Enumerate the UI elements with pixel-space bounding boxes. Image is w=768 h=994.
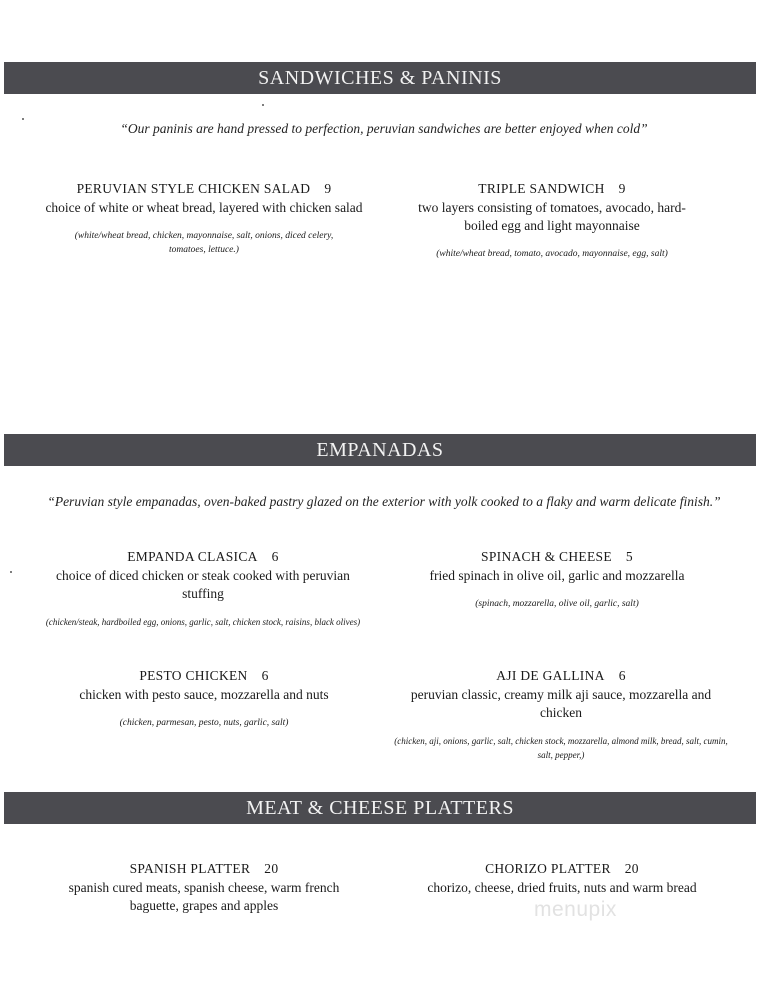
- menu-item: [392, 181, 712, 261]
- menu-item-price: 20: [264, 861, 279, 876]
- menu-item: [44, 861, 364, 915]
- menu-item-title: [392, 181, 712, 197]
- menu-item-description: choice of diced chicken or steak cooked with peruvian stuffing: [56, 568, 350, 601]
- menu-item: [14, 549, 392, 629]
- menu-item-description: chorizo, cheese, dried fruits, nuts and warm bread: [427, 880, 697, 895]
- menu-item-name: AJI DE GALLINA: [496, 668, 605, 683]
- menu-item-name: PESTO CHICKEN: [139, 668, 248, 683]
- menu-item-ingredients: (spinach, mozzarella, olive oil, garlic, salt): [475, 599, 639, 609]
- menu-item-title: [376, 668, 746, 684]
- menu-item-ingredients: (chicken, parmesan, pesto, nuts, garlic, salt): [119, 718, 289, 728]
- menu-item: [392, 861, 732, 897]
- scan-speck: [22, 118, 24, 120]
- menu-item-description: peruvian classic, creamy milk aji sauce, mozzarella and chicken: [410, 687, 712, 720]
- section-tagline-empanadas: “Peruvian style empanadas, oven-baked pastry glazed on the exterior with yolk cooked to a flaky and warm delicate finish.”: [47, 494, 721, 509]
- menu-item-ingredients: (chicken, aji, onions, garlic, salt, chicken stock, mozzarella, almond milk, bread, salt, cumin, salt, pepper,): [394, 736, 728, 760]
- menu-item: [44, 668, 364, 730]
- menu-item-title: [44, 668, 364, 684]
- menu-item-price: 5: [625, 549, 633, 564]
- menu-item-title: [14, 549, 392, 565]
- menu-item: [392, 549, 722, 611]
- menu-item: [376, 668, 746, 762]
- menu-item-description: choice of white or wheat bread, layered with chicken salad: [45, 200, 363, 215]
- menu-item-description: fried spinach in olive oil, garlic and mozzarella: [429, 568, 685, 583]
- menu-item-price: 6: [618, 668, 626, 683]
- menu-item-price: 6: [271, 549, 279, 564]
- menu-item-title: [44, 181, 364, 197]
- menu-item-name: CHORIZO PLATTER: [485, 861, 611, 876]
- scan-speck: [10, 571, 12, 573]
- menu-item-name: SPANISH PLATTER: [129, 861, 251, 876]
- scan-speck: [262, 104, 264, 106]
- menu-item-title: [392, 861, 732, 877]
- menu-item-price: 20: [624, 861, 639, 876]
- menu-item-ingredients: (white/wheat bread, tomato, avocado, mayonnaise, egg, salt): [436, 249, 668, 259]
- menu-item-price: 9: [324, 181, 332, 196]
- menu-item-description: spanish cured meats, spanish cheese, warm french baguette, grapes and apples: [68, 880, 340, 913]
- menu-item-title: [392, 549, 722, 565]
- menu-item-name: TRIPLE SANDWICH: [478, 181, 605, 196]
- menu-item-name: SPINACH & CHEESE: [481, 549, 612, 564]
- menu-item-price: 6: [261, 668, 269, 683]
- section-header-empanadas: EMPANADAS: [4, 434, 756, 466]
- menu-item: [44, 181, 364, 257]
- section-header-sandwiches: SANDWICHES & PANINIS: [4, 62, 756, 94]
- menu-item-price: 9: [618, 181, 626, 196]
- menu-item-name: PERUVIAN STYLE CHICKEN SALAD: [76, 181, 311, 196]
- menu-item-ingredients: (white/wheat bread, chicken, mayonnaise, salt, onions, diced celery, tomatoes, lettuce.): [74, 231, 334, 255]
- menu-item-name: EMPANDA CLASICA: [127, 549, 258, 564]
- menu-item-description: two layers consisting of tomatoes, avocado, hard-boiled egg and light mayonnaise: [418, 200, 686, 233]
- section-header-platters: MEAT & CHEESE PLATTERS: [4, 792, 756, 824]
- menupix-watermark: menupix: [534, 898, 617, 921]
- section-tagline-sandwiches: “Our paninis are hand pressed to perfection, peruvian sandwiches are better enjoyed when cold”: [120, 121, 648, 136]
- menu-item-title: [44, 861, 364, 877]
- menu-item-description: chicken with pesto sauce, mozzarella and nuts: [79, 687, 329, 702]
- menu-item-ingredients: (chicken/steak, hardboiled egg, onions, garlic, salt, chicken stock, raisins, black olives): [45, 617, 361, 627]
